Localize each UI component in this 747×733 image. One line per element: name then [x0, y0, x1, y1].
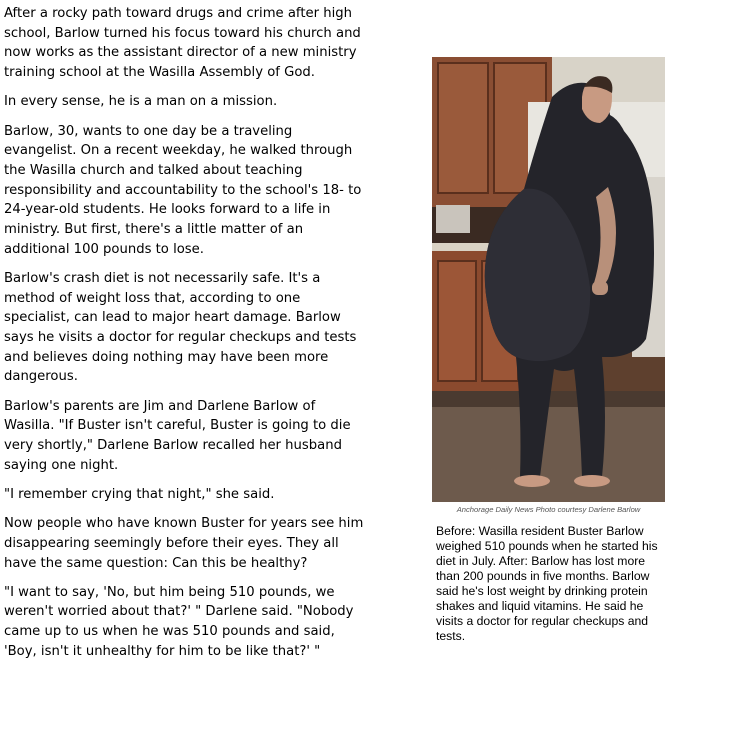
news-photo [432, 57, 665, 502]
article-paragraph: "I want to say, 'No, but him being 510 pounds, we weren't worried about that?' " Darlene said. "Nobody came up to us when he was 510 pounds and said, 'Boy, isn't it unhealthy for him to be like that?' " [4, 584, 354, 659]
article-paragraph: In every sense, he is a man on a mission. [4, 94, 278, 110]
photo-credit: Anchorage Daily News Photo courtesy Darlene Barlow [456, 505, 641, 514]
article-paragraph: After a rocky path toward drugs and crime after high school, Barlow turned his focus toward his church and now works as the assistant director of a new ministry training school at the Wasilla Assembly of God. [4, 6, 361, 81]
article-body [4, 4, 364, 671]
article-paragraph: Now people who have known Buster for years see him disappearing seemingly before their eyes. They all have the same question: Can this be healthy? [4, 516, 364, 571]
article-paragraph: Barlow, 30, wants to one day be a traveling evangelist. On a recent weekday, he walked through the Wasilla church and talked about teaching responsibility and accountability to the school's 18- to 24-year-old students. He looks forward to a life in ministry. But first, there's a little matter of an additional 100 pounds to lose. [4, 123, 362, 257]
article-paragraph: "I remember crying that night," she said. [4, 486, 275, 502]
article-paragraph: Barlow's crash diet is not necessarily safe. It's a method of weight loss that, according to one specialist, can lead to major heart damage. Barlow says he visits a doctor for regular checkups and tests and believes doing nothing may have been more dangerous. [4, 270, 357, 385]
photo-caption: Before: Wasilla resident Buster Barlow weighed 510 pounds when he started his diet in July. After: Barlow has lost more than 200 pounds in five months. Barlow said he's lost weight by drinking protein shakes and liquid vitamins. He said he visits a doctor for regular checkups and tests. [436, 524, 658, 643]
photo-illustration [432, 57, 665, 502]
article-paragraph: Barlow's parents are Jim and Darlene Barlow of Wasilla. "If Buster isn't careful, Buster is going to die very shortly," Darlene Barlow recalled her husband saying one night. [4, 398, 351, 473]
